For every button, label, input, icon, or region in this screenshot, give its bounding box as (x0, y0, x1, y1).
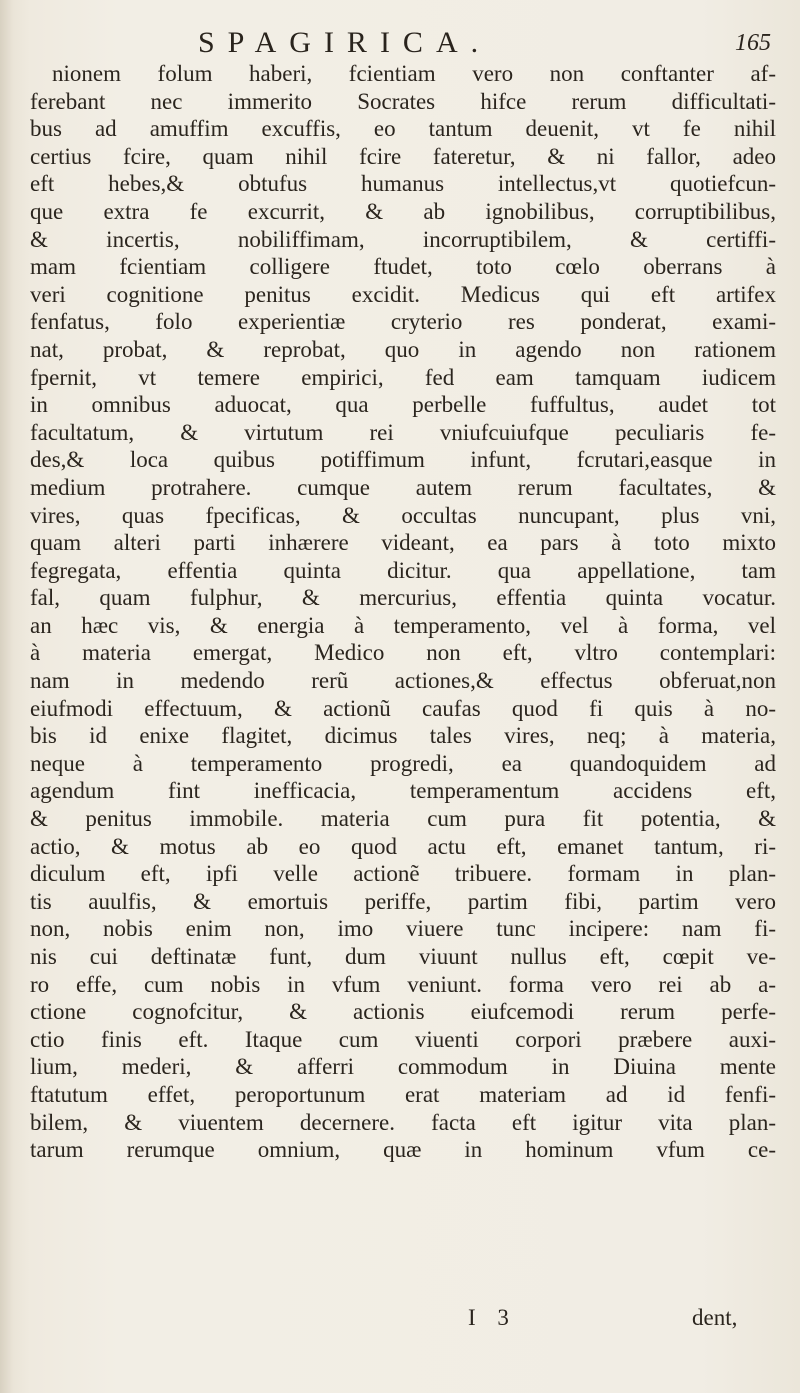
text-line: nam in medendo rerũ actiones,& effectus obferuat,non (30, 668, 776, 694)
text-line: agendum fint inefficacia, temperamentum accidens eft, (30, 778, 776, 804)
text-line: non, nobis enim non, imo viuere tunc incipere: nam fi- (30, 916, 776, 942)
text-line: neque à temperamento progredi, ea quandoquidem ad (30, 750, 776, 776)
text-line: an hæc vis, & energia à temperamento, vel à forma, vel (30, 612, 776, 638)
text-line: medium protrahere. cumque autem rerum facultates, & (30, 474, 776, 500)
text-line: certius fcire, quam nihil fcire fateretur, & ni fallor, adeo (30, 143, 776, 169)
text-line: nionem folum haberi, fcientiam vero non conftanter af- (52, 61, 776, 86)
text-line: ctione cognofcitur, & actionis eiufcemodi rerum perfe- (30, 999, 776, 1025)
text-line: bis id enixe flagitet, dicimus tales vires, neq; à materia, (30, 723, 776, 749)
text-line: & incertis, nobiliffimam, incorruptibilem, & certiffi- (30, 226, 776, 252)
footer-catchline (0, 1305, 800, 1335)
text-line: bilem, & viuentem decernere. facta eft igitur vita plan- (30, 1109, 776, 1135)
page-header (0, 20, 800, 60)
text-line: eiufmodi effectuum, & actionũ caufas quod fi quis à no- (30, 695, 776, 721)
text-line: diculum eft, ipfi velle actionẽ tribuere. formam in plan- (30, 861, 776, 887)
text-line: tis auulfis, & emortuis periffe, partim fibi, partim vero (30, 888, 776, 914)
text-line: actio, & motus ab eo quod actu eft, emanet tantum, ri- (30, 833, 776, 859)
text-line: fal, quam fulphur, & mercurius, effentia quinta vocatur. (30, 585, 776, 611)
text-line: ferebant nec immerito Socrates hifce rerum difficultati- (30, 88, 776, 114)
text-line: ftatutum effet, peroportunum erat materiam ad id fenfi- (30, 1081, 776, 1107)
text-line: des,& loca quibus potiffimum infunt, fcrutari,easque in (30, 447, 776, 473)
text-line: in omnibus aduocat, qua perbelle fuffultus, audet tot (30, 392, 776, 418)
text-line: tarum rerumque omnium, quæ in hominum vfum ce- (30, 1137, 776, 1163)
text-line: bus ad amuffim excuffis, eo tantum deuenit, vt fe nihil (30, 116, 776, 142)
text-line: vires, quas fpecificas, & occultas nuncupant, plus vni, (30, 502, 776, 528)
running-title: SPAGIRICA. (198, 26, 492, 59)
text-line: fpernit, vt temere empirici, fed eam tamquam iudicem (30, 364, 776, 390)
text-line: facultatum, & virtutum rei vniufcuiufque peculiaris fe- (30, 419, 776, 445)
text-line: fenfatus, folo experientiæ cryterio res ponderat, exami- (30, 309, 776, 335)
text-line: lium, mederi, & afferri commodum in Diuina mente (30, 1054, 776, 1080)
signature-mark: I 3 (468, 1305, 517, 1330)
text-line: ro effe, cum nobis in vfum veniunt. forma vero rei ab a- (30, 971, 776, 997)
text-line: & penitus immobile. materia cum pura fit potentia, & (30, 806, 776, 832)
text-line: que extra fe excurrit, & ab ignobilibus, corruptibilibus, (30, 198, 776, 224)
text-line: veri cognitione penitus excidit. Medicus qui eft artifex (30, 281, 776, 307)
catchword: dent, (692, 1305, 738, 1330)
text-line: à materia emergat, Medico non eft, vltro contemplari: (30, 640, 776, 666)
text-line: nis cui deftinatæ funt, dum viuunt nullus eft, cœpit ve- (30, 944, 776, 969)
page-gutter (0, 0, 14, 1393)
text-line: ctio finis eft. Itaque cum viuenti corpori præbere auxi- (30, 1026, 776, 1052)
text-line: mam fcientiam colligere ftudet, toto cœlo oberrans à (30, 254, 776, 280)
page-number: 165 (735, 30, 771, 56)
text-line: nat, probat, & reprobat, quo in agendo non rationem (30, 336, 776, 362)
body-text (30, 60, 776, 1164)
text-line: fegregata, effentia quinta dicitur. qua appellatione, tam (30, 557, 776, 583)
text-line: eft hebes,& obtufus humanus intellectus,vt quotiefcun- (30, 171, 776, 197)
text-line: quam alteri parti inhærere videant, ea pars à toto mixto (30, 530, 776, 556)
